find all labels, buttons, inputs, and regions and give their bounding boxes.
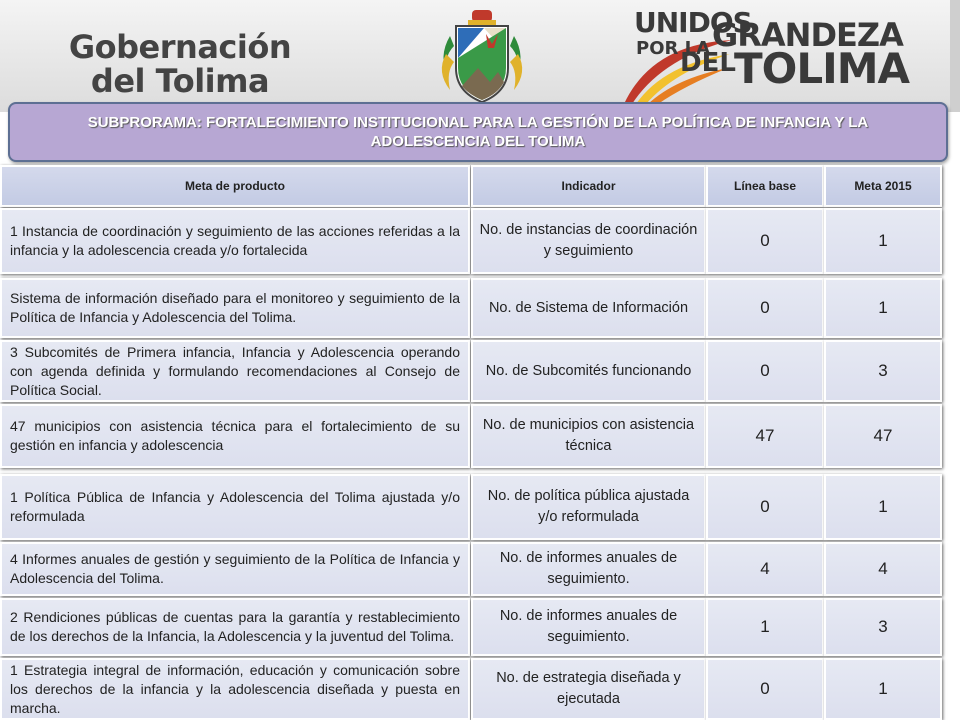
table-row-4-indicador: No. de municipios con asistencia técnica	[471, 404, 706, 468]
subprogram-banner: SUBPRORAMA: FORTALECIMIENTO INSTITUCIONAL PARA LA GESTIÓN DE LA POLÍTICA DE INFANCIA Y LA ADOLESCENCIA DEL TOLIMA	[8, 102, 948, 162]
title-line-2: del Tolima	[90, 62, 270, 100]
table-row-6-indicador: No. de informes anuales de seguimiento.	[471, 542, 706, 596]
slogan-grandeza: GRANDEZA	[712, 16, 903, 54]
table-row-8-meta: 1 Estrategia integral de información, educación y comunicación sobre los derechos de la infancia y la adolescencia diseñada y puesta en marcha.	[0, 658, 470, 720]
table-row-4-meta-2015: 47	[824, 404, 942, 468]
slogan-logo	[622, 4, 932, 108]
table-row-7-meta-2015: 3	[824, 598, 942, 656]
table-row-3-meta: 3 Subcomités de Primera infancia, Infancia y Adolescencia operando con agenda definida y formulando recomendaciones al Consejo de Política Social.	[0, 340, 470, 402]
table-row-2-indicador: No. de Sistema de Información	[471, 278, 706, 338]
slogan-por-la: POR LA	[636, 38, 711, 59]
slogan-tolima: TOLIMA	[734, 44, 910, 93]
table-row-4-meta: 47 municipios con asistencia técnica para el fortalecimiento de su gestión en infancia y adolescencia	[0, 404, 470, 468]
table-row-2-meta-2015: 1	[824, 278, 942, 338]
table-row-4-linea-base: 47	[706, 404, 824, 468]
page-header	[0, 0, 960, 112]
table-row-8-linea-base: 0	[706, 658, 824, 720]
table-row-7-indicador: No. de informes anuales de seguimiento.	[471, 598, 706, 656]
column-header-meta-2015: Meta 2015	[824, 165, 942, 207]
title-line-1: Gobernación	[68, 28, 292, 66]
column-header-meta: Meta de producto	[0, 165, 470, 207]
coat-of-arms-icon	[432, 6, 532, 106]
column-header-linea-base: Línea base	[706, 165, 824, 207]
table-row-1-linea-base: 0	[706, 208, 824, 274]
table-row-2-meta: Sistema de información diseñado para el monitoreo y seguimiento de la Política de Infancia y Adolescencia del Tolima.	[0, 278, 470, 338]
gobernacion-logo-text	[50, 30, 310, 98]
table-row-7-meta: 2 Rendiciones públicas de cuentas para la garantía y restablecimiento de los derechos de la Infancia, la Adolescencia y la juventud del Tolima.	[0, 598, 470, 656]
table-row-3-linea-base: 0	[706, 340, 824, 402]
table-row-1-indicador: No. de instancias de coordinación y seguimiento	[471, 208, 706, 274]
table-row-5-meta: 1 Política Pública de Infancia y Adolescencia del Tolima ajustada y/o reformulada	[0, 474, 470, 540]
table-row-5-linea-base: 0	[706, 474, 824, 540]
table-row-7-linea-base: 1	[706, 598, 824, 656]
table-row-3-meta-2015: 3	[824, 340, 942, 402]
table-row-6-meta: 4 Informes anuales de gestión y seguimiento de la Política de Infancia y Adolescencia del Tolima.	[0, 542, 470, 596]
table-row-2-linea-base: 0	[706, 278, 824, 338]
table-row-6-linea-base: 4	[706, 542, 824, 596]
table-row-1-meta-2015: 1	[824, 208, 942, 274]
table-row-6-meta-2015: 4	[824, 542, 942, 596]
slogan-unidos: UNIDOS	[634, 6, 752, 39]
table-row-3-indicador: No. de Subcomités funcionando	[471, 340, 706, 402]
slogan-del: DEL	[680, 48, 736, 78]
table-row-5-indicador: No. de política pública ajustada y/o reformulada	[471, 474, 706, 540]
table-row-8-meta-2015: 1	[824, 658, 942, 720]
table-row-8-indicador: No. de estrategia diseñada y ejecutada	[471, 658, 706, 720]
table-row-5-meta-2015: 1	[824, 474, 942, 540]
table-row-1-meta: 1 Instancia de coordinación y seguimiento de las acciones referidas a la infancia y la adolescencia creada y/o fortalecida	[0, 208, 470, 274]
column-header-indicador: Indicador	[471, 165, 706, 207]
